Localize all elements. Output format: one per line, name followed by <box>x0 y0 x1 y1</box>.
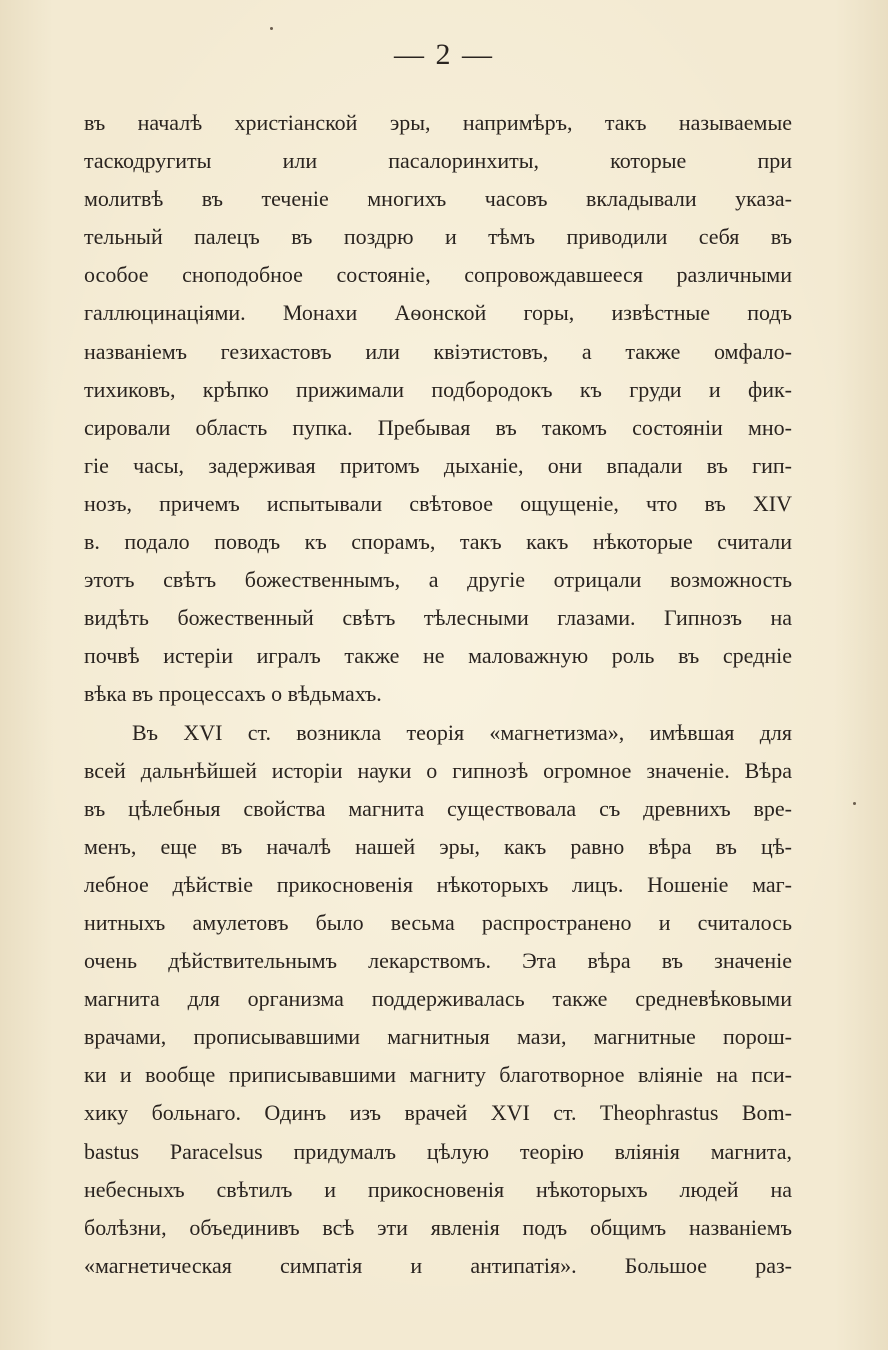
text-line: гіе часы, задерживая притомъ дыханіе, они впадали въ гип- <box>84 452 792 478</box>
text-line: менъ, еще въ началѣ нашей эры, какъ равно вѣра въ цѣ- <box>84 833 792 859</box>
text-line: нозъ, причемъ испытывали свѣтовое ощущеніе, что въ XIV <box>84 490 792 516</box>
text-line: тихиковъ, крѣпко прижимали подбородокъ къ груди и фик- <box>84 376 792 402</box>
ink-speck <box>270 27 273 30</box>
text-line: нитныхъ амулетовъ было весьма распространено и считалось <box>84 909 792 935</box>
text-line: видѣть божественный свѣтъ тѣлесными глазами. Гипнозъ на <box>84 605 792 631</box>
text-line: в. подало поводъ къ спорамъ, такъ какъ нѣкоторые считали <box>84 529 792 555</box>
text-line: магнита для организма поддерживалась также средневѣковыми <box>84 986 792 1012</box>
text-line: bastus Paracelsus придумалъ цѣлую теорію вліянія магнита, <box>84 1138 792 1164</box>
text-line: галлюцинаціями. Монахи Аѳонской горы, извѣстные подъ <box>84 300 792 326</box>
text-line: въ началѣ христіанской эры, напримѣръ, такъ называемые <box>84 110 792 135</box>
text-line: хику больнаго. Одинъ изъ врачей XVI ст. Theophrastus Bom- <box>84 1100 792 1126</box>
text-line: очень дѣйствительнымъ лекарствомъ. Эта вѣра въ значеніе <box>84 948 792 974</box>
text-line: Въ XVI ст. возникла теорія «магнетизма», имѣвшая для <box>132 719 792 745</box>
text-line: этотъ свѣтъ божественнымъ, а другіе отрицали возможность <box>84 567 792 593</box>
text-line: въ цѣлебныя свойства магнита существовала съ древнихъ вре- <box>84 795 792 821</box>
text-line: небесныхъ свѣтилъ и прикосновенія нѣкоторыхъ людей на <box>84 1176 792 1202</box>
text-line: тельный палецъ въ поздрю и тѣмъ приводили себя въ <box>84 224 792 250</box>
text-line: особое сноподобное состояніе, сопровождавшееся различными <box>84 262 792 288</box>
page-number: — 2 — <box>394 38 494 71</box>
text-line: болѣзни, объединивъ всѣ эти явленія подъ общимъ названіемъ <box>84 1214 792 1240</box>
text-line: почвѣ истеріи игралъ также не маловажную роль въ средніе <box>84 643 792 669</box>
text-line: молитвѣ въ теченіе многихъ часовъ вкладывали указа- <box>84 186 792 212</box>
ink-speck <box>853 802 856 805</box>
text-line: названіемъ гезихастовъ или квіэтистовъ, а также омфало- <box>84 338 792 364</box>
text-line: лебное дѣйствіе прикосновенія нѣкоторыхъ лицъ. Ношеніе маг- <box>84 871 792 897</box>
paragraph <box>84 714 792 1285</box>
text-line: «магнетическая симпатія и антипатія». Большое раз- <box>84 1252 792 1278</box>
text-line: ки и вообще приписывавшими магниту благотворное вліяніе на пси- <box>84 1062 792 1088</box>
text-line: таскодругиты или пасалоринхиты, которые при <box>84 148 792 174</box>
text-line: врачами, прописывавшими магнитныя мази, магнитные порош- <box>84 1024 792 1050</box>
text-line: всей дальнѣйшей исторіи науки о гипнозѣ огромное значеніе. Вѣра <box>84 757 792 783</box>
text-line: вѣка въ процессахъ о вѣдьмахъ. <box>84 681 382 707</box>
text-line: сировали область пупка. Пребывая въ такомъ состояніи мно- <box>84 414 792 440</box>
paragraph <box>84 104 792 714</box>
page-body-text <box>84 104 792 1285</box>
